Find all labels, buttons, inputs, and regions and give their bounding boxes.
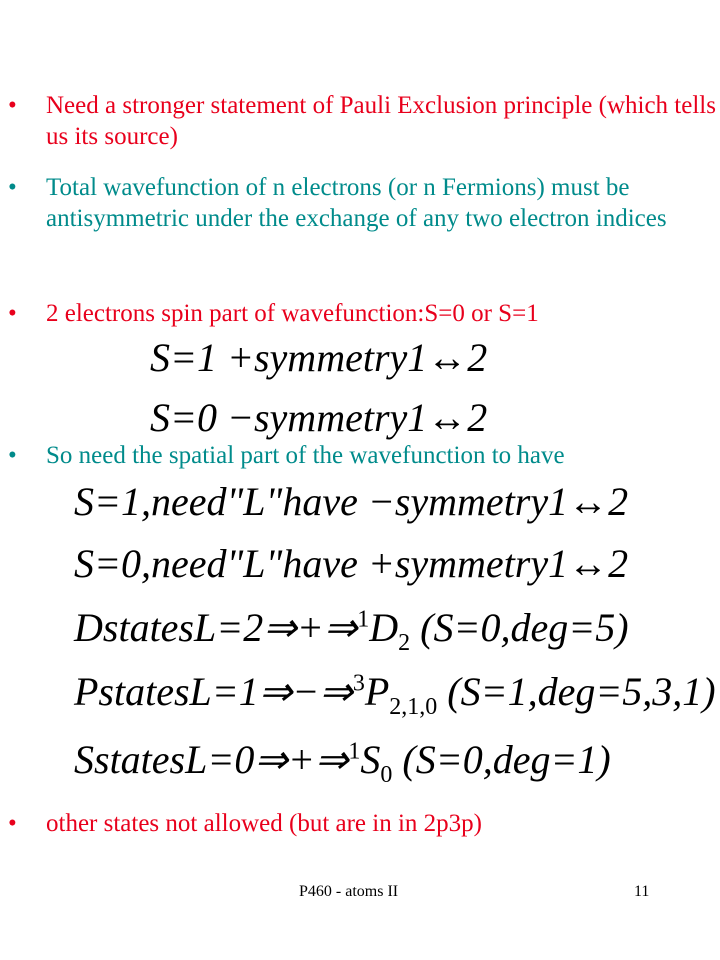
equation-suffix: (S=0,deg=5) <box>410 605 629 650</box>
bullet-text: 2 electrons spin part of wavefunction:S=0 or S=1 <box>46 300 539 327</box>
equation-s-states <box>74 736 611 789</box>
term-subscript: 2 <box>398 630 411 656</box>
bullet-dot: • <box>8 300 17 327</box>
footer-page-number: 11 <box>634 883 650 900</box>
bullet-dot: • <box>8 810 17 837</box>
equation-text: SstatesL=0⇒+⇒ <box>74 737 349 782</box>
equation-text: PstatesL=1⇒−⇒ <box>74 669 353 714</box>
bullet-text: Need a stronger statement of Pauli Exclusion principle (which tells us its source) <box>46 92 716 150</box>
bullet-dot: • <box>8 174 17 201</box>
bullet-text: Total wavefunction of n electrons (or n Fermions) must be antisymmetric under the exchange of any two electron indices <box>46 174 667 232</box>
bullet-dot: • <box>8 92 17 119</box>
equation-spin-0 <box>150 394 487 441</box>
equation-need-1 <box>74 478 628 525</box>
equation-need-0 <box>74 540 628 587</box>
equation-p-states <box>74 668 716 721</box>
term-superscript: 3 <box>352 670 365 697</box>
equation-d-states <box>74 604 629 657</box>
bullet-dot: • <box>8 442 17 469</box>
footer-course-label: P460 - atoms II <box>299 883 399 900</box>
term-subscript: 0 <box>380 762 393 788</box>
term-symbol: S <box>360 737 381 782</box>
equation-text: S=1 +symmetry1↔2 <box>150 335 488 380</box>
term-symbol: P <box>364 669 390 714</box>
equation-suffix: (S=0,deg=1) <box>392 737 611 782</box>
equation-suffix: (S=1,deg=5,3,1) <box>437 669 716 714</box>
bullet-text: So need the spatial part of the wavefunction to have <box>46 442 565 469</box>
equation-text: S=0 −symmetry1↔2 <box>150 395 488 440</box>
term-subscript: 2,1,0 <box>389 694 438 720</box>
equation-text: S=0,need"L"have +symmetry1↔2 <box>74 541 629 586</box>
term-symbol: D <box>369 605 399 650</box>
equation-spin-1 <box>150 334 487 381</box>
equation-text: S=1,need"L"have −symmetry1↔2 <box>74 479 629 524</box>
term-superscript: 1 <box>348 738 361 765</box>
term-superscript: 1 <box>357 606 370 633</box>
equation-text: DstatesL=2⇒+⇒ <box>74 605 358 650</box>
bullet-text: other states not allowed (but are in in 2p3p) <box>46 810 482 837</box>
